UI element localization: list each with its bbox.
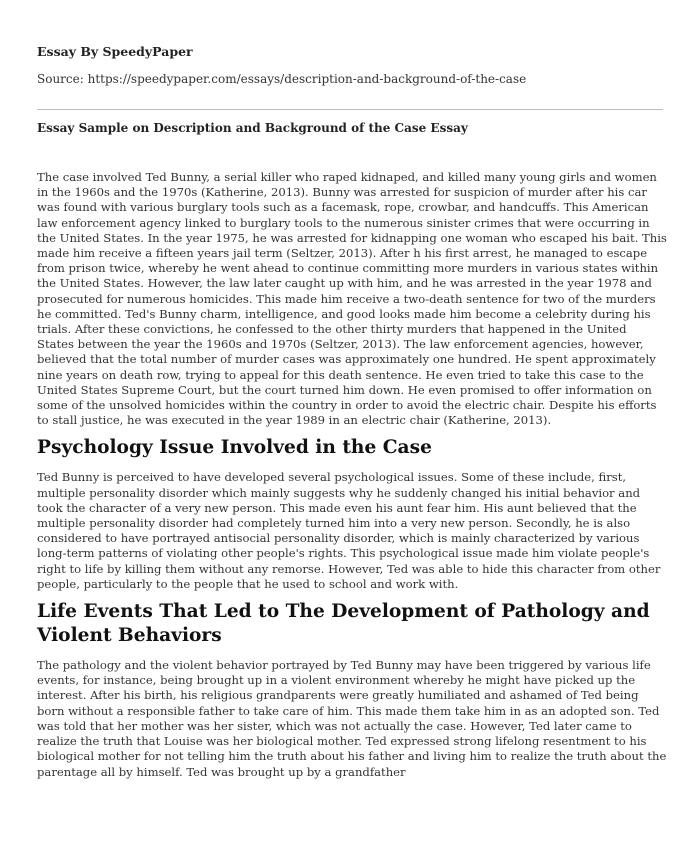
paragraph-life-events: The pathology and the violent behavior portrayed by Ted Bunny may have been triggered by various life events, for instance, being brought up in a violent environment whereby he might have picked up the interest. After his birth, his religious grandparents were greatly humiliated and ashamed of Ted being born without a responsible father to take care of him. This made them take him in as an adopted son. Ted was told that her mother was her sister, which was not actually the case. However, Ted later came to realize the truth that Louise was her biological mother. Ted expressed strong lifelong resentment to his biological mother for not telling him the truth about his father and living him to realize the truth about the parentage all by himself. Ted was brought up by a grandfather xyxy=(37,658,667,779)
essay-title: Essay Sample on Description and Background of the Case Essay xyxy=(37,121,468,135)
paragraph-case-description: The case involved Ted Bunny, a serial killer who raped kidnaped, and killed many young girls and women in the 1960s and the 1970s (Katherine, 2013). Bunny was arrested for suspicion of murder after his car was found with various burglary tools such as a facemask, rope, crowbar, and handcuffs. This American law enforcement agency linked to burglary tools to the numerous sinister crimes that were occurring in the United States. In the year 1975, he was arrested for kidnapping one woman who escaped his bait. This made him receive a fifteen years jail term (Seltzer, 2013). After h his first arrest, he managed to escape from prison twice, whereby he went ahead to continue committing more murders in various states within the United States. However, the law later caught up with him, and he was arrested in the year 1978 and prosecuted for numerous homicides. This made him receive a two-death sentence for two of the murders he committed. Ted's Bunny charm, intelligence, and good looks made him become a celebrity during his trials. After these convictions, he confessed to the other thirty murders that happened in the United States between the year the 1960s and 1970s (Seltzer, 2013). The law enforcement agencies, however, believed that the total number of murder cases was approximately one hundred. He spent approximately nine years on death row, trying to appeal for this death sentence. He even tried to take this case to the United States Supreme Court, but the court turned him down. He even promised to offer information on some of the unsolved homicides within the country in order to avoid the electric chair. Despite his efforts to stall justice, he was executed in the year 1989 in an electric chair (Katherine, 2013). xyxy=(37,170,667,428)
heading-psychology: Psychology Issue Involved in the Case xyxy=(37,437,432,459)
heading-life-events: Life Events That Led to The Development of Pathology and Violent Behaviors xyxy=(37,601,650,647)
brand-title: Essay By SpeedyPaper xyxy=(37,44,193,59)
paragraph-psychology: Ted Bunny is perceived to have developed several psychological issues. Some of these include, first, multiple personality disorder which mainly suggests why he suddenly changed his initial behavior and took the character of a very new person. This made even his aunt fear him. His aunt believed that the multiple personality disorder had completely turned him into a very new person. Secondly, he is also considered to have portrayed antisocial personality disorder, which is mainly characterized by various long-term patterns of violating other people's rights. This psychological issue made him violate people's right to life by killing them without any remorse. However, Ted was able to hide this character from other people, particularly to the people that he used to school and work with. xyxy=(37,470,661,591)
source-url: Source: https://speedypaper.com/essays/description-and-background-of-the-case xyxy=(37,72,527,86)
essay-body xyxy=(37,170,667,780)
header-divider xyxy=(37,109,663,110)
